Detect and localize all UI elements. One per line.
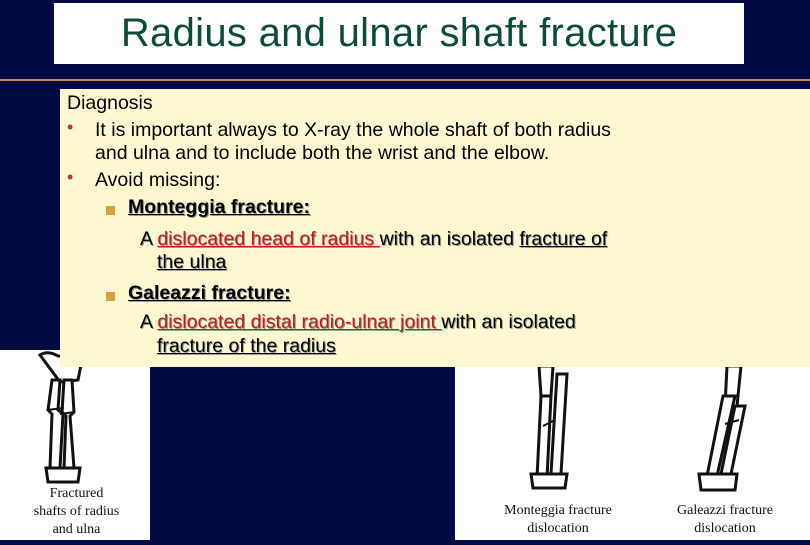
left-figure-caption [4,485,149,539]
desc-middle: with an isolated [379,228,520,250]
figure-right [455,366,810,540]
desc-middle: with an isolated [441,311,576,333]
galeazzi-heading: Galeazzi fracture: [128,282,291,304]
title-divider [0,79,810,81]
caption-line: dislocation [694,521,756,536]
slide-title: Radius and ulnar shaft fracture [120,11,678,55]
bullet-text-1-continued: and ulna and to include both the wrist and the elbow. [95,142,550,164]
bullet-dot: • [67,117,74,137]
figure-left [0,350,150,540]
desc-prefix: A [140,311,158,333]
middle-figure-caption [463,502,653,538]
square-bullet [106,206,115,215]
content-panel [60,89,810,367]
monteggia-heading: Monteggia fracture: [128,196,311,218]
monteggia-description-continued: the ulna [157,251,227,273]
red-highlight: dislocated distal radio-ulnar joint [157,311,442,333]
red-highlight: dislocated head of radius [157,228,380,250]
right-figure-caption [645,502,805,538]
desc-prefix: A [140,228,158,250]
bullet-text-2: Avoid missing: [95,169,221,191]
caption-line: dislocation [527,521,589,536]
galeazzi-description [140,311,576,334]
monteggia-description [140,228,607,251]
caption-line: shafts of radius [33,504,120,519]
galeazzi-description-continued: fracture of the radius [157,335,336,357]
bullet-text-1: It is important always to X-ray the whole shaft of both radius [95,119,611,141]
section-label: Diagnosis [67,92,153,114]
bullet-dot: • [67,167,74,187]
desc-end: fracture of [519,228,608,250]
caption-line: and ulna [52,522,101,537]
caption-line: Galeazzi fracture [677,503,773,518]
caption-line: Fractured [49,486,104,501]
monteggia-galeazzi-illustrations [455,366,810,496]
square-bullet [106,292,115,301]
caption-line: Monteggia fracture [504,503,612,518]
title-box [54,3,744,64]
